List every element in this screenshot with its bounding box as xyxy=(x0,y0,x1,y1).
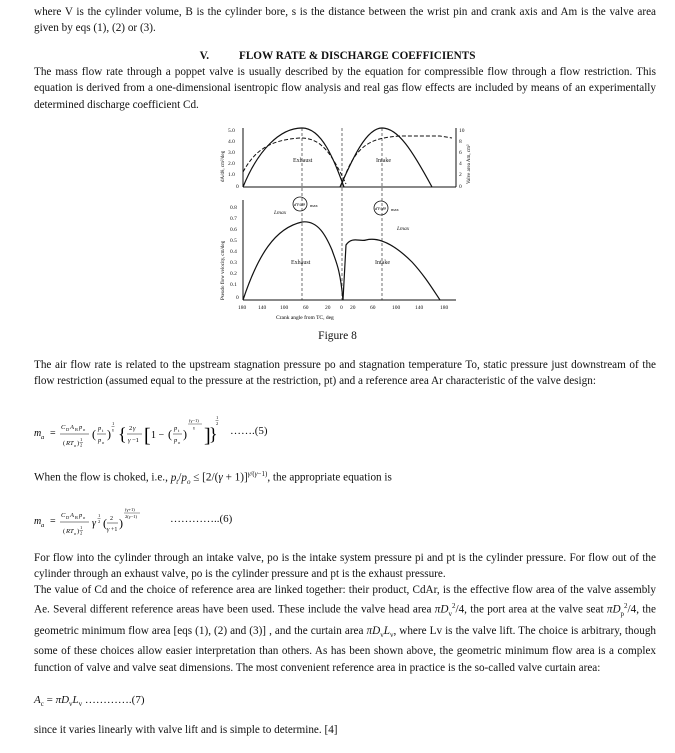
x-axis-title: Crank angle from TC, deg xyxy=(276,315,334,321)
svg-text:m: m xyxy=(34,516,42,527)
equation-7-number: ………….(7) xyxy=(84,694,145,706)
equation-6 xyxy=(34,500,233,545)
right-y-tick: 10 xyxy=(459,128,465,134)
svg-text:1: 1 xyxy=(98,513,101,518)
svg-text:p: p xyxy=(98,437,102,444)
intake-velocity-curve xyxy=(343,239,440,300)
svg-text:p: p xyxy=(174,425,178,432)
svg-text:o: o xyxy=(74,531,77,536)
svg-text:D: D xyxy=(66,515,70,520)
section-title: FLOW RATE & DISCHARGE COEFFICIENTS xyxy=(239,50,476,62)
svg-text:max: max xyxy=(391,207,399,212)
right-y-tick: 6 xyxy=(459,150,462,156)
svg-text:): ) xyxy=(77,528,80,535)
x-tick: 140 xyxy=(258,305,267,311)
intro-paragraph: where V is the cylinder volume, B is the cylinder bore, s is the distance between the wrist pin and crank axis and Am is the valve area given by eqs (1), (2) or (3). xyxy=(34,6,656,35)
top-intake-label: Intake xyxy=(376,158,391,164)
svg-text:o: o xyxy=(178,440,181,445)
svg-text:A: A xyxy=(70,512,74,519)
svg-text:2: 2 xyxy=(110,516,113,522)
svg-text:m: m xyxy=(34,428,42,439)
bottom-y-tick: 0.5 xyxy=(230,238,237,244)
svg-text:(: ( xyxy=(63,528,66,535)
svg-text:o: o xyxy=(83,427,86,432)
equation-7: $A_c = \pi D_vL_v$ ………….(7) xyxy=(34,694,145,709)
bottom-y-tick: 0.7 xyxy=(230,216,237,222)
svg-text:1: 1 xyxy=(216,415,219,420)
x-tick: 100 xyxy=(280,305,289,311)
air-flow-paragraph: The air flow rate is related to the upstream stagnation pressure po and stagnation temperature To, static pressure just downstream of the flow restriction (assumed equal to the pressure at the restriction, pt) and a reference area Ar characteristic of the valve design: xyxy=(34,359,656,388)
x-tick: 20 xyxy=(325,305,331,311)
svg-text:o: o xyxy=(83,515,86,520)
x-tick: 140 xyxy=(415,305,424,311)
svg-text:1: 1 xyxy=(112,421,115,426)
bottom-y-tick: 0.1 xyxy=(230,282,237,288)
svg-text:−1: −1 xyxy=(132,437,139,444)
svg-text:dV/dθ: dV/dθ xyxy=(375,206,386,211)
right-y-tick: 4 xyxy=(459,161,462,167)
svg-text:γ: γ xyxy=(112,427,114,432)
svg-text:R: R xyxy=(75,515,79,520)
x-tick: 100 xyxy=(392,305,401,311)
svg-text:A: A xyxy=(70,424,74,431)
figure-8-plot xyxy=(0,0,675,330)
svg-text:p: p xyxy=(79,512,83,519)
intake-lmax-label: Lmax xyxy=(397,226,410,232)
choked-text-suffix: , the appropriate equation is xyxy=(267,471,392,484)
svg-text:o: o xyxy=(102,440,105,445)
svg-text:γ: γ xyxy=(193,425,195,430)
svg-text:): ) xyxy=(183,427,187,441)
x-tick: 60 xyxy=(370,305,376,311)
intake-valve-area-curve xyxy=(342,136,452,184)
bottom-y-axis-title: Pseudo flow velocity, cm/deg xyxy=(221,240,226,300)
svg-text:[: [ xyxy=(144,425,151,447)
svg-text:t: t xyxy=(178,428,180,433)
right-y-tick: 0 xyxy=(459,184,462,190)
x-tick: 60 xyxy=(303,305,309,311)
svg-text:2: 2 xyxy=(80,530,83,536)
x-tick: 180 xyxy=(238,305,247,311)
svg-text:p: p xyxy=(98,425,102,432)
cd-text-part4: , where Lv is the valve lift. The choice is arbitrary, though some of these choices allow easier interpretation than others. As has been shown above, the geometric minimum flow area is a complex function of valve and valve seat dimensions. The most convenient reference area in practice is the so-called valve curtain area: xyxy=(34,624,657,674)
svg-text:γ: γ xyxy=(92,518,96,529)
svg-text:γ: γ xyxy=(107,527,110,533)
svg-text:1 −: 1 − xyxy=(151,430,165,441)
svg-text:γ: γ xyxy=(128,437,131,444)
top-y-tick: 4.0 xyxy=(228,139,235,145)
cylinder-flow-paragraph: For flow into the cylinder through an intake valve, po is the intake system pressure pi and pt is the cylinder pressure. For flow out of the cylinder through an exhaust valve, po is the cylinder pressure and pt is the exhaust pressure. xyxy=(34,552,656,581)
svg-text:}: } xyxy=(209,424,218,444)
svg-text:2(γ−1): 2(γ−1) xyxy=(125,514,138,519)
equation-5-number: …….(5) xyxy=(230,425,268,437)
top-y-tick: 2.0 xyxy=(228,161,235,167)
bottom-y-tick: 0.6 xyxy=(230,227,237,233)
svg-text:p: p xyxy=(174,437,178,444)
svg-text:): ) xyxy=(77,440,80,447)
bottom-y-tick: 0.3 xyxy=(230,260,237,266)
top-y-tick: 5.0 xyxy=(228,128,235,134)
x-tick: 180 xyxy=(440,305,449,311)
svg-text:(: ( xyxy=(168,427,172,441)
svg-text:2: 2 xyxy=(129,425,133,432)
svg-text:p: p xyxy=(79,424,83,431)
svg-text:{: { xyxy=(118,424,127,444)
bottom-y-tick: 0.4 xyxy=(230,249,237,255)
cd-reference-paragraph: The value of Cd and the choice of reference area are linked together: their product, CdAr, is the effective flow area of the valve assembly Ae. Several different reference areas have been used. These include the valve head area $\pi D_v^2/4$, the port area at the valve seat $\pi D_p^2/4$, the geometric minimum flow area [eqs (1), (2) and (3)] , and the curtain area $\pi D_vL_v$, where Lv is the valve lift. The choice is arbitrary, though some of these choices allow easier interpretation than others. As has been shown above, the geometric minimum flow area is a complex function of valve and valve seat dimensions. The most convenient reference area in practice is the so-called valve curtain area: xyxy=(34,584,657,674)
exhaust-dv-max-marker xyxy=(293,197,318,211)
x-tick: 0 xyxy=(340,305,343,311)
svg-text:o: o xyxy=(74,443,77,448)
svg-text:R: R xyxy=(75,427,79,432)
svg-text:]: ] xyxy=(204,425,211,447)
svg-text:2: 2 xyxy=(216,421,219,426)
svg-text:2: 2 xyxy=(98,519,101,524)
top-exhaust-label: Exhaust xyxy=(293,158,313,164)
right-y-axis-title: Valve area Am, cm² xyxy=(467,144,472,184)
final-paragraph: since it varies linearly with valve lift and is simple to determine. [4] xyxy=(34,724,338,736)
right-y-tick: 2 xyxy=(459,172,462,178)
svg-text:1: 1 xyxy=(80,525,83,530)
svg-text:(γ−1): (γ−1) xyxy=(189,418,199,423)
svg-text:2: 2 xyxy=(80,442,83,448)
top-y-tick: 1.0 xyxy=(228,172,235,178)
choked-paragraph: When the flow is choked, i.e., $p_t/p_o \le [2/(\gamma + 1)]^{\gamma/(\gamma-1)}$, the appropriate equation is xyxy=(34,470,392,486)
cd-text-part2: , the port area at the valve seat xyxy=(464,604,607,617)
svg-text:t: t xyxy=(102,428,104,433)
equation-6-number: …………..(6) xyxy=(170,513,233,525)
x-tick: 20 xyxy=(350,305,356,311)
svg-text:C: C xyxy=(61,424,66,431)
figure-caption: Figure 8 xyxy=(318,330,357,342)
svg-text:RT: RT xyxy=(66,528,74,535)
cd-text-part3: , the geometric minimum flow area [eqs (1), (2) and (3)] , and the curtain area xyxy=(34,604,656,637)
svg-text:=: = xyxy=(50,516,56,527)
svg-text:a: a xyxy=(41,522,45,529)
svg-text:D: D xyxy=(66,427,70,432)
svg-text:+1: +1 xyxy=(111,527,118,533)
svg-text:a: a xyxy=(41,434,45,441)
cd-text-part1: The value of Cd and the choice of reference area are linked together: their product, CdAr, is the effective flow area of the valve assembly Ae. Several different reference areas have been used. These include the valve head area xyxy=(34,584,656,617)
svg-text:γ: γ xyxy=(133,425,136,432)
svg-text:max: max xyxy=(310,203,318,208)
bottom-intake-label: Intake xyxy=(375,260,390,266)
svg-text:C: C xyxy=(61,512,66,519)
svg-text:): ) xyxy=(107,427,111,441)
section-number: V. xyxy=(199,50,209,62)
equation-5 xyxy=(34,410,334,459)
bottom-exhaust-label: Exhaust xyxy=(291,260,311,266)
svg-text:=: = xyxy=(50,428,56,439)
svg-text:): ) xyxy=(119,516,123,530)
bottom-y-tick: 0.8 xyxy=(230,205,237,211)
right-y-tick: 8 xyxy=(459,139,462,145)
svg-text:dV/dθ: dV/dθ xyxy=(294,202,305,207)
intake-dv-max-marker xyxy=(374,201,399,215)
svg-text:(γ+1): (γ+1) xyxy=(125,507,135,512)
svg-text:RT: RT xyxy=(66,440,74,447)
svg-text:(: ( xyxy=(63,440,66,447)
choked-text-prefix: When the flow is choked, i.e., xyxy=(34,471,171,484)
svg-text:(: ( xyxy=(92,427,96,441)
bottom-y-tick: 0 xyxy=(236,295,239,301)
top-y-axis-title: dA/dθ, cm²/deg xyxy=(221,150,226,182)
mass-flow-paragraph: The mass flow rate through a poppet valve is usually described by the equation for compressible flow through a flow restriction. This equation is derived from a one-dimensional isentropic flow analysis and real gas flow effects are included by means of an experimentally determined discharge coefficient Cd. xyxy=(34,66,656,111)
bottom-y-tick: 0.2 xyxy=(230,271,237,277)
svg-text:1: 1 xyxy=(80,437,83,442)
top-y-tick: 0 xyxy=(236,184,239,190)
svg-text:(: ( xyxy=(103,516,107,530)
top-y-tick: 3.0 xyxy=(228,150,235,156)
exhaust-lmax-label: Lmax xyxy=(274,210,287,216)
